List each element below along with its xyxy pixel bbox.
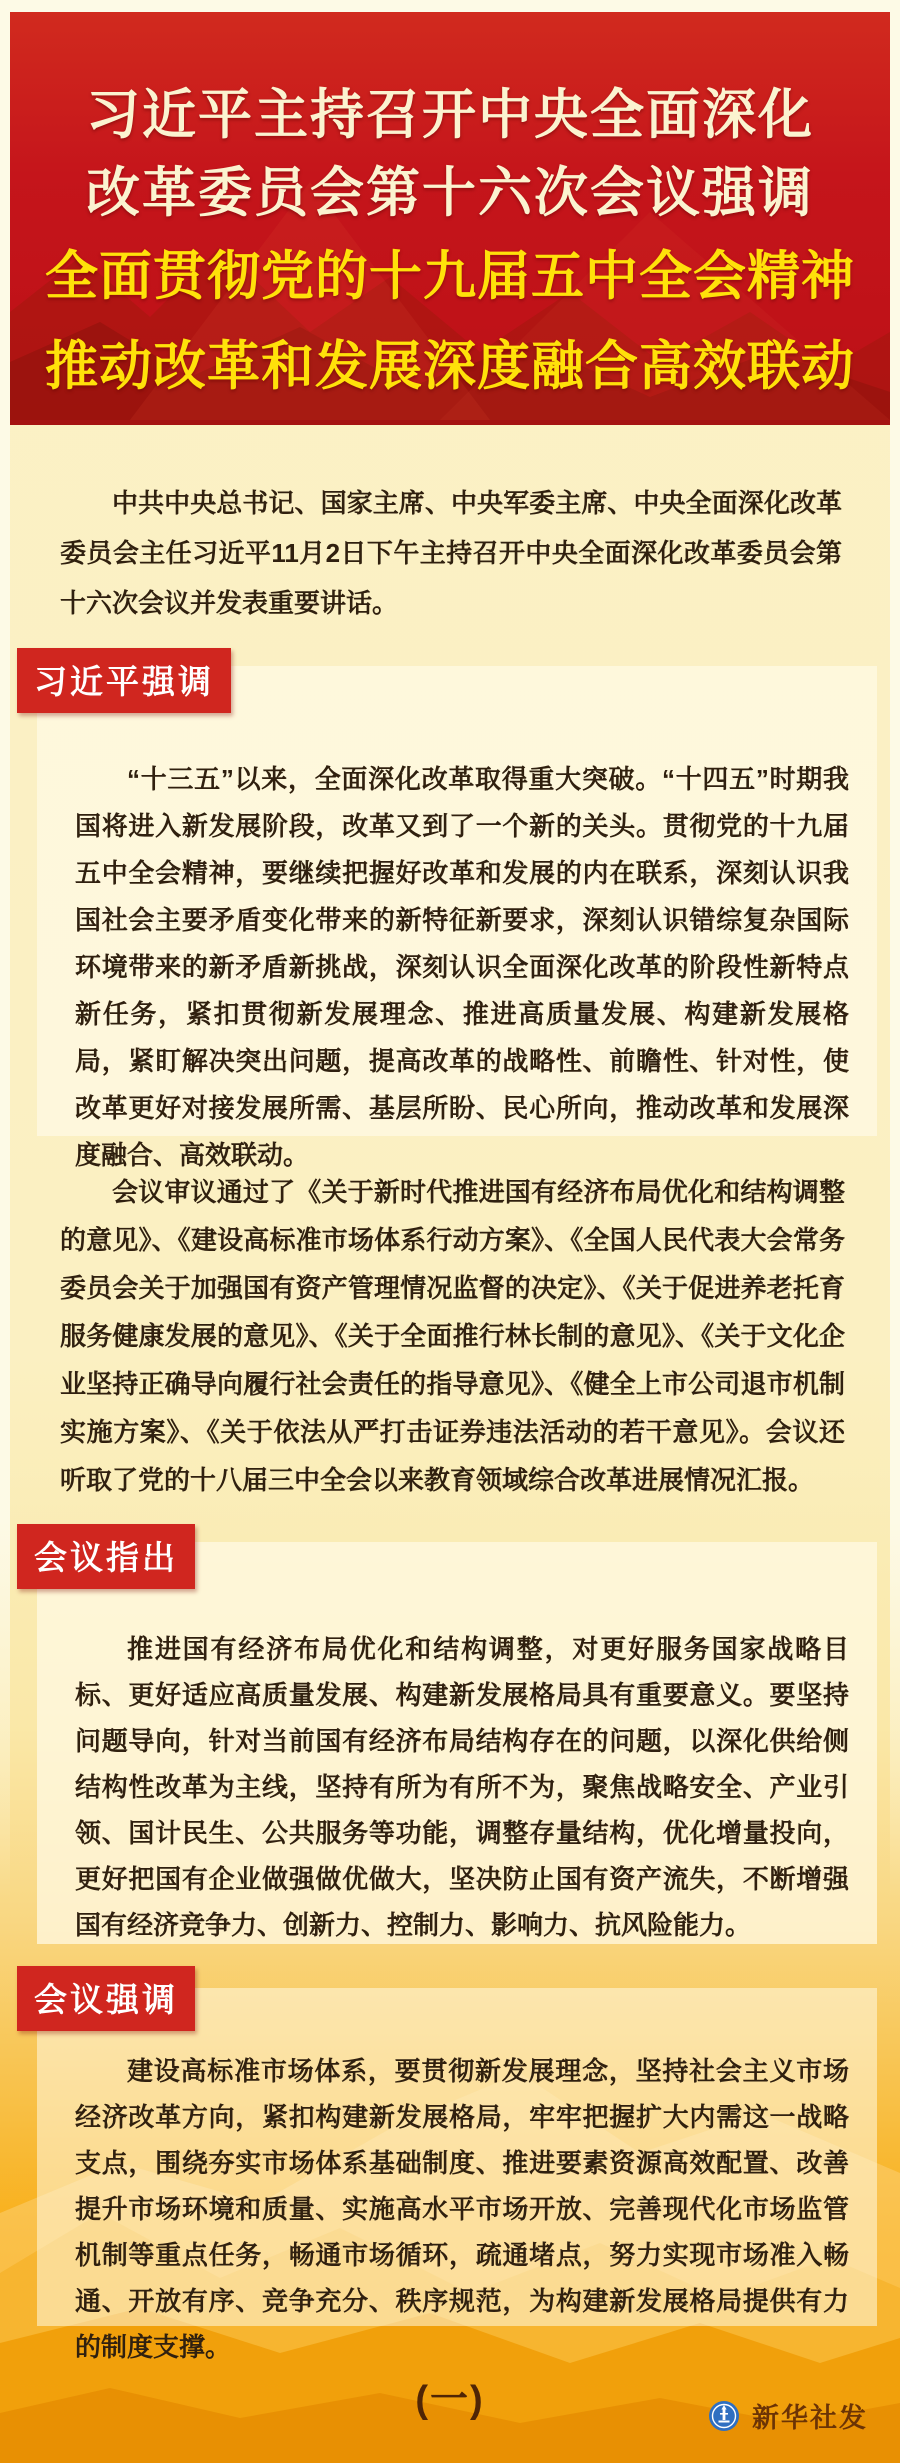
section-text: 建设高标准市场体系，要贯彻新发展理念，坚持社会主义市场经济改革方向，紧扣构建新发展格局，牢牢把握扩大内需这一战略支点，围绕夯实市场体系基础制度、推进要素资源高效配置、改善提升市场环境和质量、实施高水平市场开放、完善现代化市场监管机制等重点任务，畅通市场循环，疏通堵点，努力实现市场准入畅通、开放有序、竞争充分、秩序规范，为构建新发展格局提供有力的制度支撑。: [75, 2056, 849, 2362]
banner-title-line-1: 习近平主持召开中央全面深化: [86, 85, 814, 145]
section-panel-xi-emphasized: [37, 666, 877, 1170]
banner-subtitle-line-1: 全面贯彻党的十九届五中全会精神: [45, 247, 855, 306]
section-panel-meeting-pointed-out: [37, 1542, 877, 1944]
page-frame-top: [0, 0, 900, 12]
banner-subtitle-line-2: 推动改革和发展深度融合高效联动: [45, 337, 855, 396]
intro-paragraph: 中共中央总书记、国家主席、中央军委主席、中央全面深化改革委员会主任习近平11月2日下午主持召开中央全面深化改革委员会第十六次会议并发表重要讲话。: [60, 488, 842, 618]
measures-paragraph: 会议审议通过了《关于新时代推进国有经济布局优化和结构调整的意见》、《建设高标准市场体系行动方案》、《全国人民代表大会常务委员会关于加强国有资产管理情况监督的决定》、《关于促进养老托育服务健康发展的意见》、《关于全面推行林长制的意见》、《关于文化企业坚持正确导向履行社会责任的指导意见》、《健全上市公司退市机制实施方案》、《关于依法从严打击证券违法活动的若干意见》。会议还听取了党的十八届三中全会以来教育领域综合改革进展情况汇报。: [60, 1177, 845, 1495]
section-badge-xi-emphasized: 习近平强调: [17, 648, 231, 713]
banner-title-line-2: 改革委员会第十六次会议强调: [86, 163, 814, 223]
credit-label: 新华社发: [752, 2403, 868, 2433]
page-marker: (一): [415, 2379, 485, 2421]
page-frame-right: [890, 0, 900, 1900]
xinhua-logo-icon: [708, 2400, 740, 2432]
section-badge-meeting-stressed: 会议强调: [17, 1966, 195, 2031]
news-agency-credit: [708, 2396, 868, 2435]
page-frame-left: [0, 0, 10, 1900]
section-badge-meeting-pointed-out: 会议指出: [17, 1524, 195, 1589]
section-text: “十三五”以来，全面深化改革取得重大突破。“十四五”时期我国将进入新发展阶段，改革又到了一个新的关头。贯彻党的十九届五中全会精神，要继续把握好改革和发展的内在联系，深刻认识我国社会主要矛盾变化带来的新特征新要求，深刻认识错综复杂国际环境带来的新矛盾新挑战，深刻认识全面深化改革的阶段性新特点新任务，紧扣贯彻新发展理念、推进高质量发展、构建新发展格局，紧盯解决突出问题，提高改革的战略性、前瞻性、针对性，使改革更好对接发展所需、基层所盼、民心所向，推动改革和发展深度融合、高效联动。: [75, 764, 849, 1170]
section-text: 推进国有经济布局优化和结构调整，对更好服务国家战略目标、更好适应高质量发展、构建新发展格局具有重要意义。要坚持问题导向，针对当前国有经济布局结构存在的问题，以深化供给侧结构性改革为主线，坚持有所为有所不为，聚焦战略安全、产业引领、国计民生、公共服务等功能，调整存量结构，优化增量投向，更好把国有企业做强做优做大，坚决防止国有资产流失，不断增强国有经济竞争力、创新力、控制力、影响力、抗风险能力。: [75, 1634, 849, 1940]
top-banner: [10, 12, 890, 425]
section-panel-meeting-stressed: [37, 1988, 877, 2362]
